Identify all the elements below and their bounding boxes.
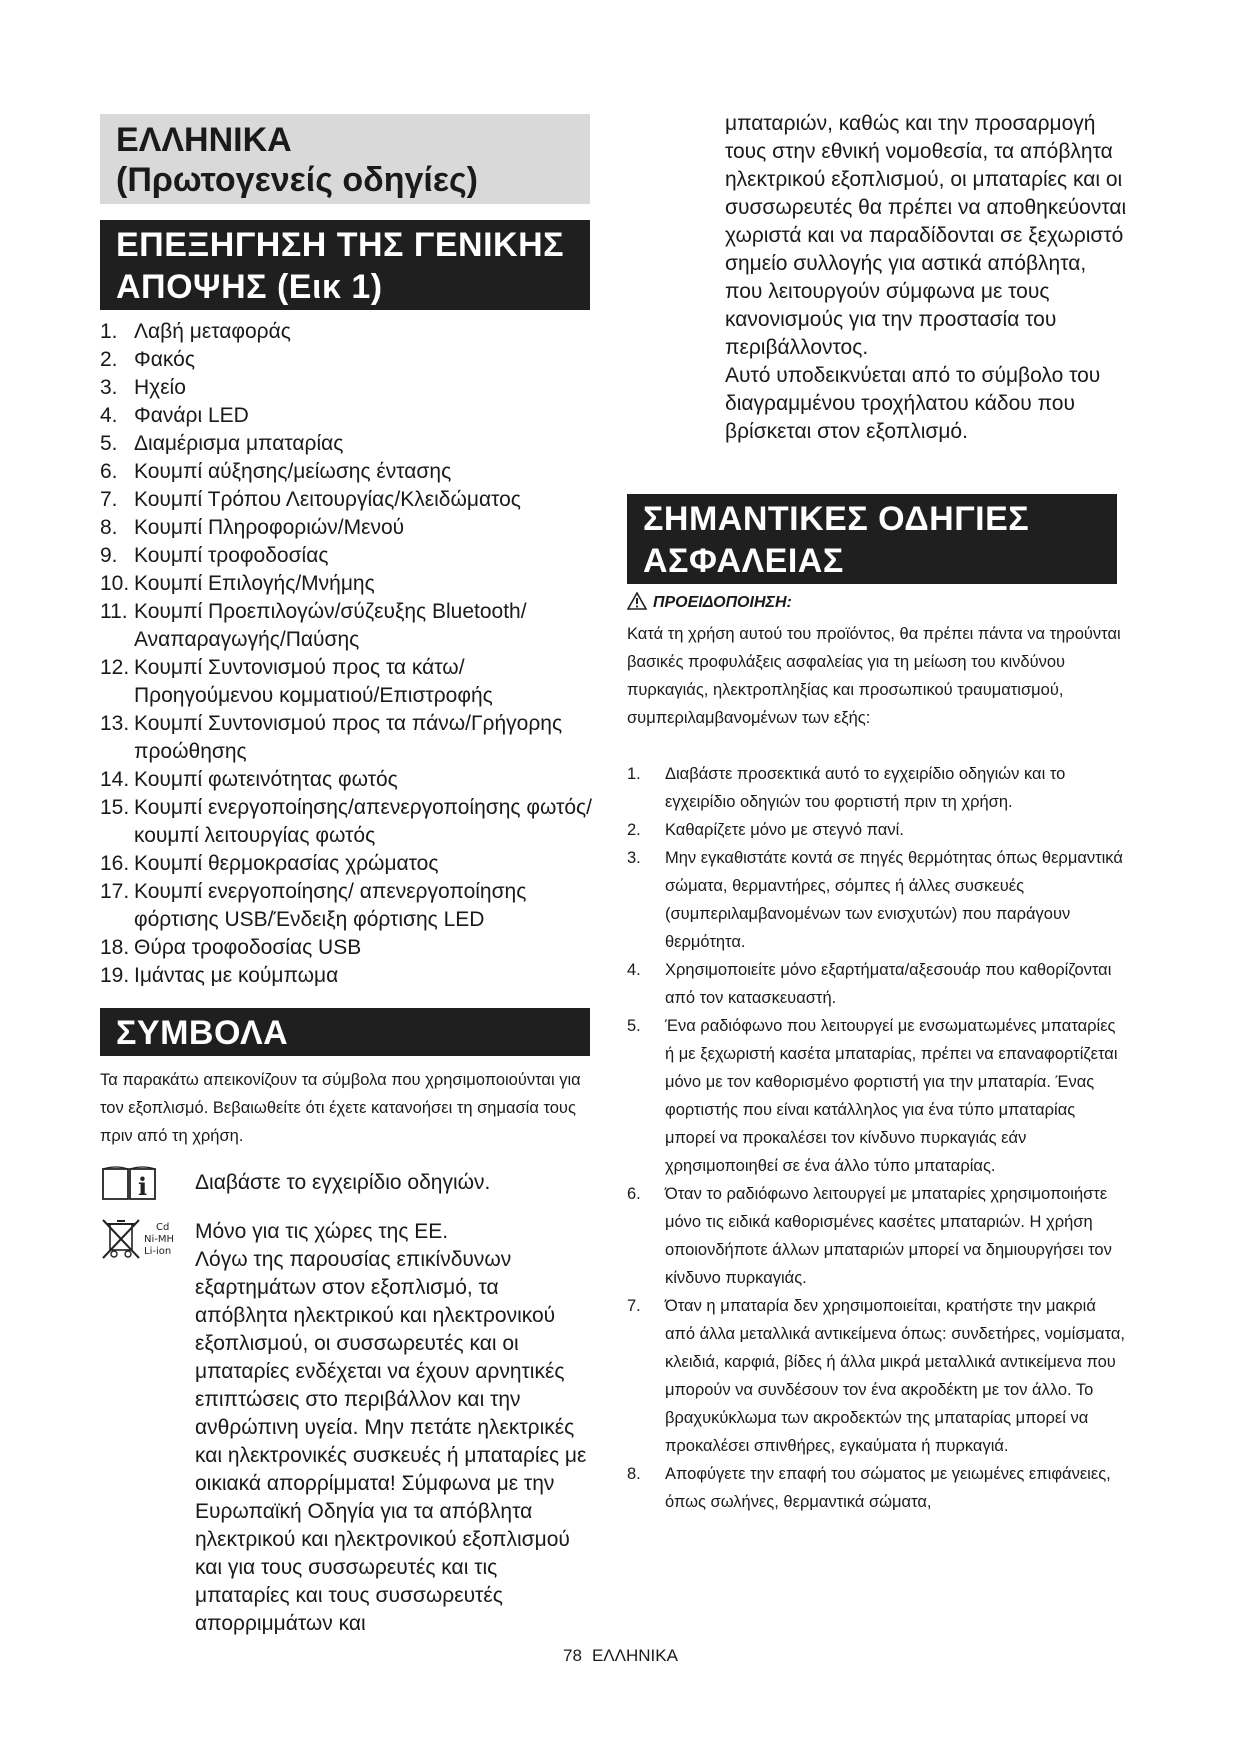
list-item [627, 1012, 1127, 1180]
list-item [100, 598, 600, 654]
item-text: Κουμπί Προεπιλογών/σύζευξης Bluetooth/ Αναπαραγωγής/Παύσης [134, 600, 527, 651]
item-text: Φακός [134, 348, 195, 371]
safety-heading-line-2: ΑΣΦΑΛΕΙΑΣ [643, 542, 844, 580]
list-item [100, 318, 600, 346]
battery-label-nimh: Ni-MH [144, 1234, 175, 1245]
item-number: 3. [100, 376, 118, 399]
list-item [100, 430, 600, 458]
item-text: Καθαρίζετε μόνο με στεγνό πανί. [665, 821, 904, 839]
item-number: 1. [100, 320, 118, 343]
symbols-heading-text: ΣΥΜΒΟΛΑ [116, 1014, 289, 1052]
recycle-continued [725, 110, 1127, 446]
item-number: 5. [627, 1017, 641, 1035]
item-text: Κουμπί τροφοδοσίας [134, 544, 329, 567]
item-number: 14. [100, 768, 130, 791]
list-item [100, 542, 600, 570]
item-number: 3. [627, 849, 641, 867]
item-text: Κουμπί θερμοκρασίας χρώματος [134, 852, 439, 875]
list-item [100, 486, 600, 514]
warning-label-row [627, 592, 792, 614]
list-item [100, 710, 600, 766]
item-number: 7. [100, 488, 118, 511]
item-text: Κουμπί Συντονισμού προς τα πάνω/Γρήγορης προώθησης [134, 712, 563, 763]
item-number: 11. [100, 600, 128, 623]
item-text: Όταν το ραδιόφωνο λειτουργεί με μπαταρίες χρησιμοποιήστε μόνο τις ειδικά καθορισμένες κασέτες μπαταριών. Η χρήση οποιονδήποτε άλλων μπαταριών μπορεί να δημιουργήσει τον κίνδυνο πυρκαγιάς. [665, 1185, 1112, 1287]
list-item [627, 816, 1127, 844]
list-item [100, 458, 600, 486]
crossed-bin-icon [100, 1218, 180, 1262]
list-item [100, 794, 600, 850]
item-text: Διαμέρισμα μπαταρίας [134, 432, 344, 455]
overview-heading-line-1: ΕΠΕΞΗΓΗΣΗ ΤΗΣ ΓΕΝΙΚΗΣ [116, 226, 565, 264]
list-item [627, 956, 1127, 1012]
list-item [100, 962, 600, 990]
safety-heading [627, 494, 1117, 584]
item-text: Όταν η μπαταρία δεν χρησιμοποιείται, κρατήστε την μακριά από άλλα μεταλλικά αντικείμενα όπως: συνδετήρες, νομίσματα, κλειδιά, καρφιά, βίδες ή άλλα μικρά μεταλλικά αντικείμενα που μπορούν να συνδέσουν τον ένα ακροδέκτη με τον άλλο. Το βραχυκύκλωμα των ακροδεκτών της μπαταρίας μπορεί να προκαλέσει σπινθήρες, εγκαύματα ή πυρκαγιά. [665, 1297, 1125, 1455]
item-text: Θύρα τροφοδοσίας USB [134, 936, 362, 959]
list-item [100, 346, 600, 374]
list-item [100, 934, 600, 962]
symbol-recycle-title: Μόνο για τις χώρες της ΕΕ. [195, 1220, 449, 1243]
warning-intro: Κατά τη χρήση αυτού του προϊόντος, θα πρέπει πάντα να τηρούνται βασικές προφυλάξεις ασφαλείας για τη μείωση του κινδύνου πυρκαγιάς, ηλεκτροπληξίας και προσωπικού τραυματισμού, συμπεριλαμβανομένων των εξής: [627, 625, 1121, 727]
item-text: Κουμπί Πληροφοριών/Μενού [134, 516, 405, 539]
item-number: 18. [100, 936, 130, 959]
page-number: 78 [563, 1646, 582, 1665]
list-item [100, 850, 600, 878]
list-item [100, 570, 600, 598]
item-number: 19. [100, 964, 130, 987]
item-text: Χρησιμοποιείτε μόνο εξαρτήματα/αξεσουάρ που καθορίζονται από τον κατασκευαστή. [665, 961, 1112, 1007]
safety-heading-line-1: ΣΗΜΑΝΤΙΚΕΣ ΟΔΗΓΙΕΣ [643, 500, 1030, 538]
item-number: 15. [100, 796, 130, 819]
symbols-intro: Τα παρακάτω απεικονίζουν τα σύμβολα που χρησιμοποιούνται για τον εξοπλισμό. Βεβαιωθείτε ότι έχετε κατανοήσει τη σημασία τους πριν από τη χρήση. [100, 1071, 581, 1145]
overview-heading-line-2: ΑΠΟΨΗΣ (Εικ 1) [116, 268, 383, 306]
overview-heading [100, 220, 590, 310]
item-text: Μην εγκαθιστάτε κοντά σε πηγές θερμότητας όπως θερμαντικά σώματα, θερμαντήρες, σόμπες ή άλλες συσκευές (συμπεριλαμβανομένων των ενισχυτών) που παράγουν θερμότητα. [665, 849, 1123, 951]
recycle-continued-text-2: Αυτό υποδεικνύεται από το σύμβολο του διαγραμμένου τροχήλατου κάδου που βρίσκεται στον εξοπλισμό. [725, 364, 1101, 443]
list-item [100, 878, 600, 934]
item-number: 5. [100, 432, 118, 455]
read-manual-icon [100, 1163, 158, 1203]
battery-label-liion: Li-ion [144, 1246, 172, 1257]
list-item [627, 1460, 1127, 1516]
symbols-heading [100, 1008, 590, 1056]
item-number: 4. [627, 961, 641, 979]
page-title-banner [100, 114, 590, 204]
list-item [100, 654, 600, 710]
item-number: 7. [627, 1297, 641, 1315]
battery-label-cd: Cd [156, 1222, 170, 1233]
symbol-manual-text: Διαβάστε το εγχειρίδιο οδηγιών. [195, 1171, 491, 1194]
item-number: 2. [627, 821, 641, 839]
list-item [100, 402, 600, 430]
list-item [100, 374, 600, 402]
item-number: 13. [100, 712, 130, 735]
manual-icon-letter: i [137, 1172, 148, 1201]
item-text: Ένα ραδιόφωνο που λειτουργεί με ενσωματωμένες μπαταρίες ή με ξεχωριστή κασέτα μπαταρίας, πρέπει να επαναφορτίζεται μόνο με τον καθορισμένο φορτιστή για την μπαταρία. Ένας φορτιστής που είναι κατάλληλος για ένα τύπο μπαταρίας μπορεί να προκαλέσει τον κίνδυνο πυρκαγιάς εάν χρησιμοποιηθεί σε ένα άλλο τύπο μπαταρίας. [665, 1017, 1118, 1175]
list-item [627, 1292, 1127, 1460]
symbol-recycle-text: Λόγω της παρουσίας επικίνδυνων εξαρτημάτων στον εξοπλισμό, τα απόβλητα ηλεκτρικού και ηλεκτρονικού εξοπλισμού, οι συσσωρευτές και οι μπαταρίες ενδέχεται να έχουν αρνητικές επιπτώσεις στο περιβάλλον και την ανθρώπινη υγεία. Μην πετάτε ηλεκτρικές και ηλεκτρονικές συσκευές ή μπαταρίες με οικιακά απορρίμματα! Σύμφωνα με την Ευρωπαϊκή Οδηγία για τα απόβλητα ηλεκτρικού και ηλεκτρονικού εξοπλισμού και για τους συσσωρευτές και τις μπαταρίες και τους συσσωρευτές απορριμμάτων και [195, 1248, 587, 1635]
item-number: 16. [100, 852, 130, 875]
item-text: Διαβάστε προσεκτικά αυτό το εγχειρίδιο οδηγιών και το εγχειρίδιο οδηγιών του φορτιστή πριν τη χρήση. [665, 765, 1066, 811]
item-text: Ηχείο [134, 376, 186, 399]
item-number: 10. [100, 572, 130, 595]
footer-language: ΕΛΛΗΝΙΚΑ [591, 1646, 678, 1665]
list-item [100, 514, 600, 542]
item-number: 8. [100, 516, 118, 539]
item-text: Ιμάντας με κούμπωμα [134, 964, 339, 987]
page-title-line-2: (Πρωτογενείς οδηγίες) [116, 161, 478, 199]
overview-list [100, 318, 600, 990]
item-number: 4. [100, 404, 118, 427]
page-footer [0, 1644, 1241, 1668]
item-text: Κουμπί Επιλογής/Μνήμης [134, 572, 375, 595]
item-text: Λαβή μεταφοράς [134, 320, 291, 343]
item-text: Κουμπί ενεργοποίησης/απενεργοποίησης φωτός/κουμπί λειτουργίας φωτός [134, 796, 593, 847]
item-number: 6. [100, 460, 118, 483]
warning-label: ΠΡΟΕΙΔΟΠΟΙΗΣΗ: [653, 594, 792, 611]
item-text: Κουμπί φωτεινότητας φωτός [134, 768, 398, 791]
recycle-continued-text: μπαταριών, καθώς και την προσαρμογή τους στην εθνική νομοθεσία, τα απόβλητα ηλεκτρικού εξοπλισμού, οι μπαταρίες και οι συσσωρευτές θα πρέπει να αποθηκεύονται χωριστά και να παραδίδονται σε ξεχωριστό σημείο συλλογής για αστικά απόβλητα, που λειτουργούν σύμφωνα με τους κανονισμούς για την προστασία του περιβάλλοντος. [725, 112, 1127, 359]
item-number: 12. [100, 656, 130, 679]
list-item [627, 760, 1127, 816]
warning-triangle-icon [627, 592, 647, 610]
item-text: Κουμπί αύξησης/μείωσης έντασης [134, 460, 452, 483]
item-text: Αποφύγετε την επαφή του σώματος με γειωμένες επιφάνειες, όπως σωλήνες, θερμαντικά σώματα, [665, 1465, 1111, 1511]
item-number: 2. [100, 348, 118, 371]
item-text: Κουμπί Συντονισμού προς τα κάτω/ Προηγούμενου κομματιού/Επιστροφής [134, 656, 493, 707]
list-item [100, 766, 600, 794]
item-number: 6. [627, 1185, 641, 1203]
item-number: 17. [100, 880, 130, 903]
item-text: Κουμπί ενεργοποίησης/ απενεργοποίησης φόρτισης USB/Ένδειξη φόρτισης LED [134, 880, 527, 931]
item-text: Φανάρι LED [134, 404, 249, 427]
item-number: 8. [627, 1465, 641, 1483]
safety-list [627, 760, 1127, 1516]
item-number: 9. [100, 544, 118, 567]
list-item [627, 1180, 1127, 1292]
item-text: Κουμπί Τρόπου Λειτουργίας/Κλειδώματος [134, 488, 521, 511]
item-number: 1. [627, 765, 641, 783]
page-title-line-1: ΕΛΛΗΝΙΚΑ [116, 121, 292, 159]
list-item [627, 844, 1127, 956]
